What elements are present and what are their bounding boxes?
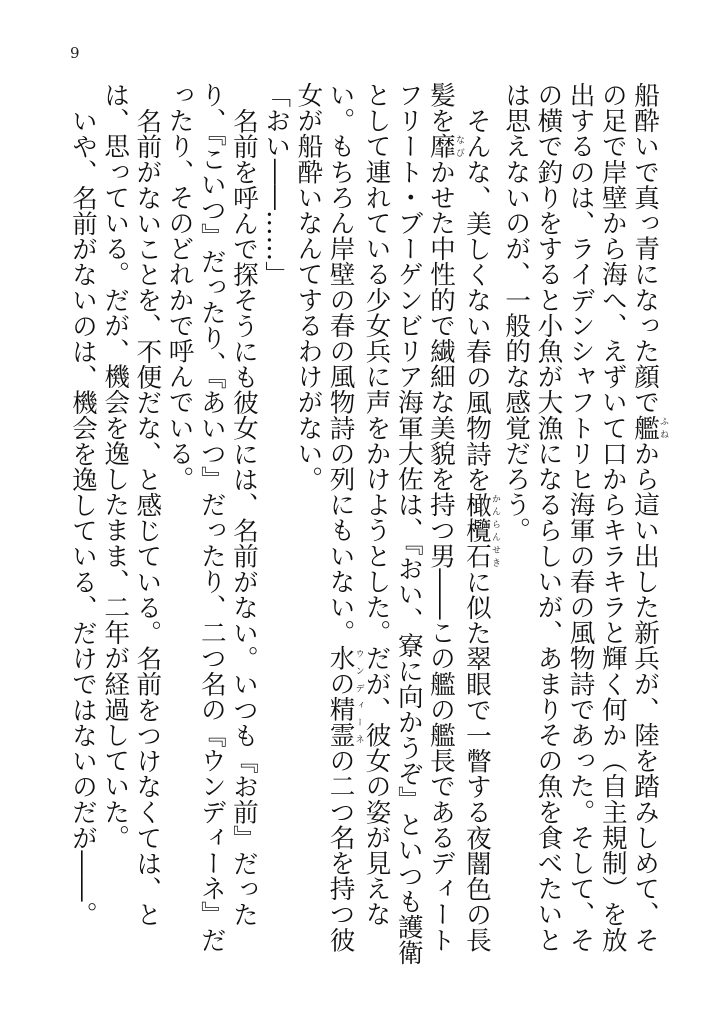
- paragraph: [99, 82, 163, 977]
- text-run: 名前がないことを、不便だな、と感じている。名前をつけなくては、とは、思っている。だが、機会を逸したまま、二年が経過していた。: [100, 82, 163, 927]
- paragraph: [67, 82, 99, 977]
- paragraph: [260, 82, 292, 977]
- text-run: に似た翠眼で一瞥する夜闇色の長髪を: [425, 82, 492, 953]
- page-number: 9: [70, 44, 80, 62]
- text-run: そんな、美しくない春の風物詩を: [461, 107, 492, 492]
- text-run: の二つ名を持つ彼女が船酔いなんてするわけがない。: [293, 82, 356, 953]
- paragraph: [163, 82, 260, 977]
- vertical-body-text: [58, 82, 668, 977]
- ruby-base: 橄欖石: [461, 491, 492, 569]
- ruby-base: 艦: [630, 414, 660, 441]
- ruby-annotation: [425, 133, 464, 159]
- paragraph: [292, 82, 500, 977]
- ruby-annotation: [461, 491, 500, 569]
- text-run: いや、名前がないのは、機会を逸している、だけではないのだが――。: [67, 107, 98, 927]
- text-run: かせた中性的で繊細な美貌を持つ男――この艦の艦長であるディートフリート・ブーゲンビリア海軍大佐は、『おい、寮に向かうぞ』といつも護衛として連れている少女兵に声をかけようとした。だが、彼女の姿が見えない。もちろん岸壁の春の風物詩の列にもいない。: [325, 82, 456, 966]
- ruby-annotation: [630, 414, 668, 441]
- text-run: から這い出した新兵が、陸を踏みしめて、その足で岸壁から海へ、えずいて口からキラキラと輝く何か（自主規制）を放出するのは、ライデンシャフトリヒ海軍の春の風物詩であった。そして、その横で釣りをすると小魚が大漁になるらしいが、あまりその魚を食べたいとは思えないのが、一般的な感覚だろう。: [501, 82, 660, 953]
- text-run: 名前を呼んで探そうにも彼女には、名前がない。いつも『お前』だったり、『こいつ』だったり、『あいつ』だったり、二つ名の『ウンディーネ』だったり、そのどれかで呼んでいる。: [164, 82, 259, 953]
- text-run: 船酔いで真っ青になった顔で: [630, 82, 660, 415]
- ruby-reading: ウンディーネ: [353, 645, 364, 748]
- ruby-reading: かんらんせき: [489, 491, 500, 569]
- text-run: 「おい――……」: [261, 82, 292, 287]
- ruby-reading: なび: [453, 133, 464, 159]
- ruby-base: 靡: [425, 133, 456, 159]
- ruby-reading: ふね: [658, 414, 668, 441]
- paragraph: [500, 82, 668, 977]
- ruby-annotation: [325, 645, 364, 748]
- ruby-base: 水の精霊: [325, 645, 356, 748]
